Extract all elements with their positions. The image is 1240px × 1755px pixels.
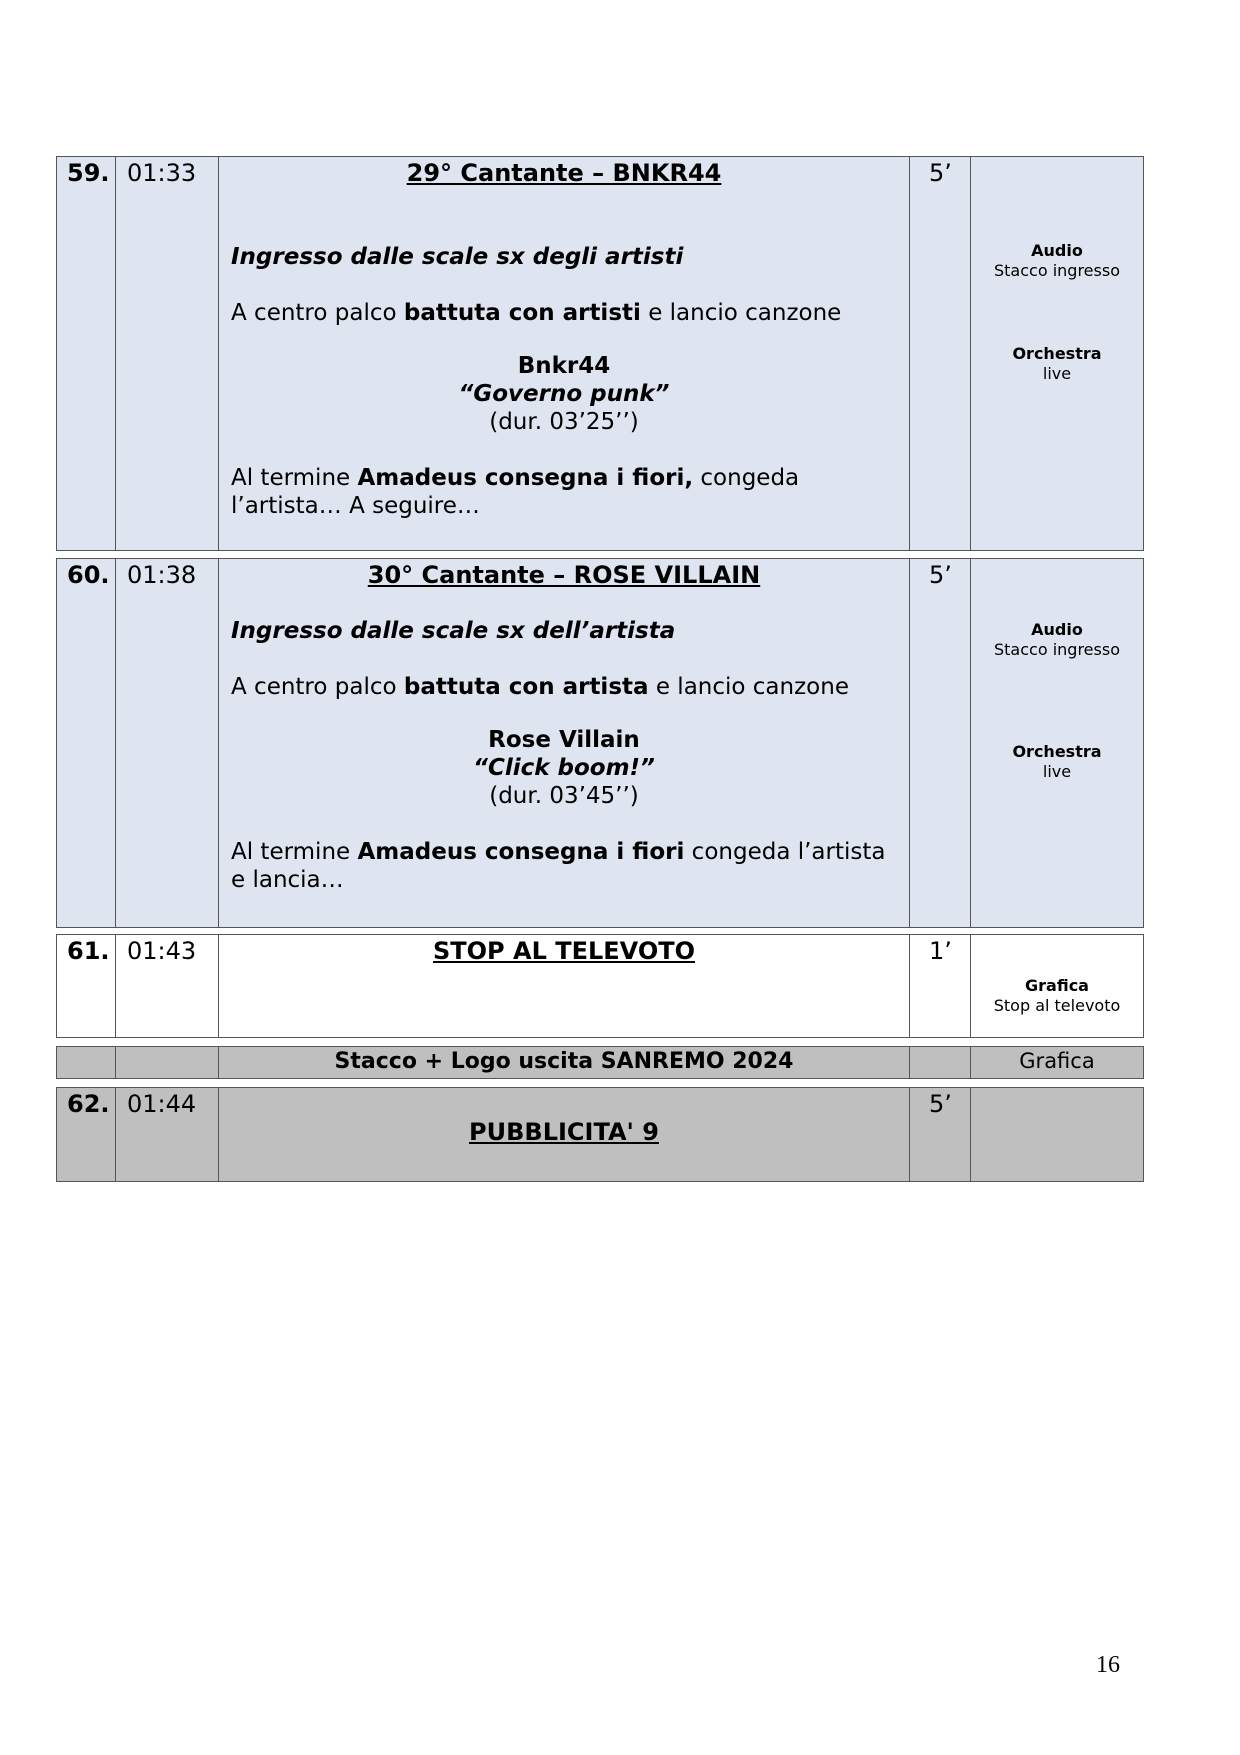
artist-name: Rose Villain: [488, 727, 640, 753]
entry-direction: Ingresso dalle scale sx degli artisti: [231, 244, 684, 270]
schedule-row-61: [56, 934, 1144, 1038]
song-title: “Click boom!”: [473, 755, 655, 781]
row-duration: 5’: [910, 1088, 971, 1181]
song-title: “Governo punk”: [458, 381, 670, 407]
entry-direction: Ingresso dalle scale sx dell’artista: [231, 618, 676, 644]
row-number: 60.: [57, 559, 116, 927]
stage-direction: A centro palco battuta con artisti e lancio canzone: [231, 300, 842, 326]
row-notes: [971, 935, 1143, 1037]
row-notes: [971, 559, 1143, 927]
row-duration: 5’: [910, 559, 971, 927]
row-number: 59.: [57, 157, 116, 550]
schedule-row-60: [56, 558, 1144, 928]
transition-bar: [56, 1046, 1144, 1079]
schedule-row-62: [56, 1087, 1144, 1182]
stage-direction: A centro palco battuta con artista e lancio canzone: [231, 674, 849, 700]
row-number: 61.: [57, 935, 116, 1037]
empty-cell: [910, 1047, 971, 1078]
row-time: 01:44: [116, 1088, 219, 1181]
transition-note: Grafica: [1019, 1049, 1095, 1073]
transition-text: Stacco + Logo uscita SANREMO 2024: [219, 1047, 910, 1078]
segment-title: 30° Cantante – ROSE VILLAIN: [367, 561, 761, 589]
empty-cell: [116, 1047, 219, 1078]
row-time: 01:33: [116, 157, 219, 550]
row-duration: 1’: [910, 935, 971, 1037]
note-orchestra: Orchestra live: [1012, 344, 1102, 383]
page-number: 16: [1096, 1652, 1120, 1678]
note-graphics: Grafica Stop al televoto: [993, 976, 1121, 1015]
row-duration: 5’: [910, 157, 971, 550]
row-content: [219, 1088, 910, 1181]
segment-title: 29° Cantante – BNKR44: [406, 159, 722, 187]
row-notes: [971, 157, 1143, 550]
segment-title: PUBBLICITA' 9: [469, 1118, 659, 1146]
row-time: 01:43: [116, 935, 219, 1037]
empty-cell: [57, 1047, 116, 1078]
note-audio: Audio Stacco ingresso: [994, 620, 1120, 659]
row-content: [219, 157, 910, 550]
row-time: 01:38: [116, 559, 219, 927]
song-duration: (dur. 03’25’’): [489, 409, 639, 435]
closing-direction: Al termine Amadeus consegna i fiori, congeda l’artista… A seguire…: [231, 465, 800, 519]
segment-title: STOP AL TELEVOTO: [432, 937, 695, 965]
note-orchestra: Orchestra live: [1012, 742, 1102, 781]
schedule-row-59: [56, 156, 1144, 551]
row-notes: [971, 1088, 1143, 1181]
row-number: 62.: [57, 1088, 116, 1181]
song-duration: (dur. 03’45’’): [489, 783, 639, 809]
artist-name: Bnkr44: [517, 353, 611, 379]
row-content: [219, 935, 910, 1037]
row-content: [219, 559, 910, 927]
closing-direction: Al termine Amadeus consegna i fiori congeda l’artista e lancia…: [231, 839, 886, 893]
note-audio: Audio Stacco ingresso: [994, 241, 1120, 280]
